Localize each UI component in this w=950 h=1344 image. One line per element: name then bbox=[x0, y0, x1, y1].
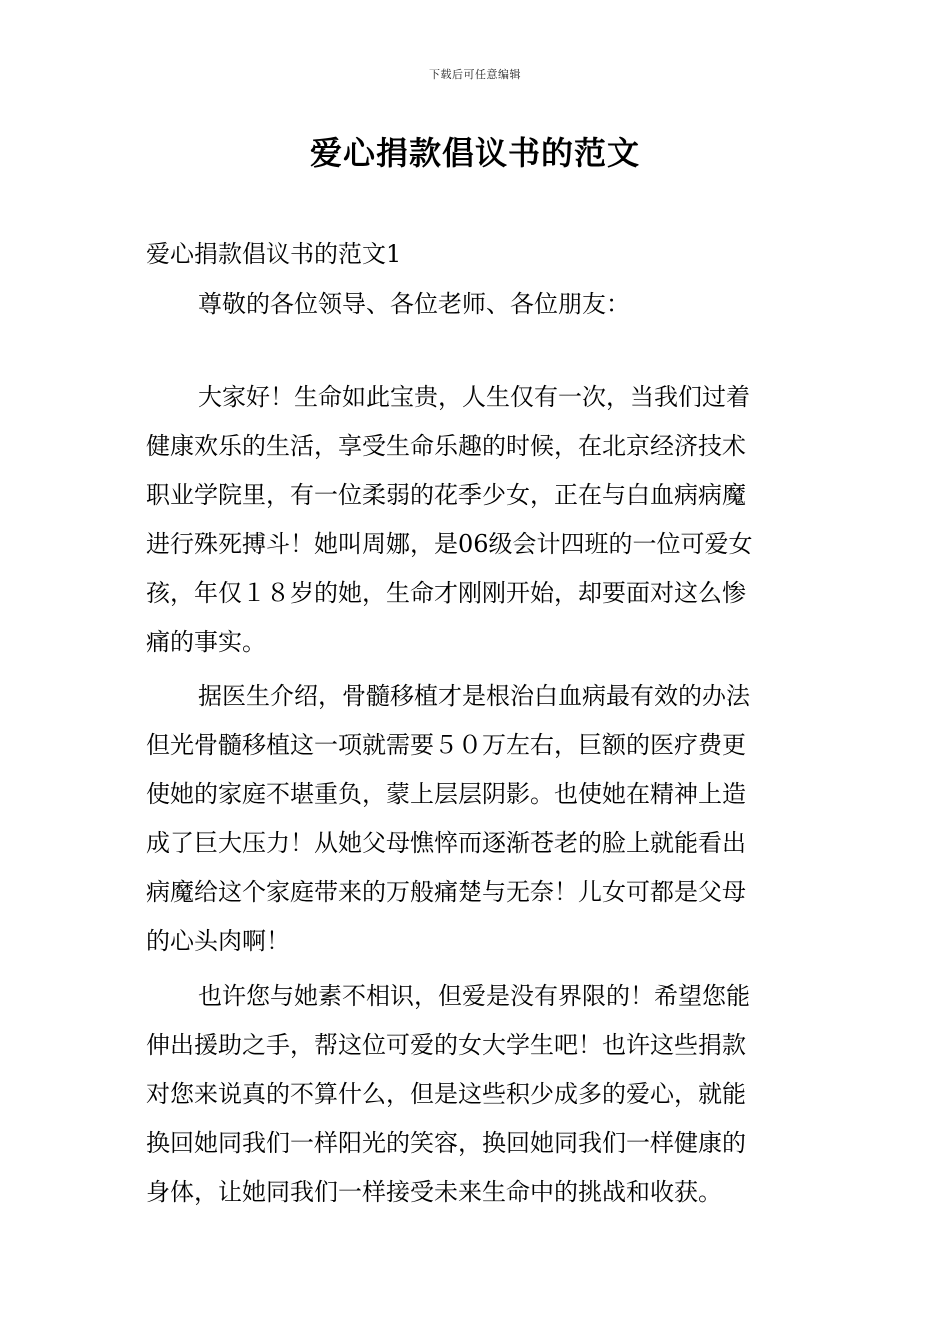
paragraph-line: 成了巨大压力！从她父母憔悴而逐渐苍老的脸上就能看出 bbox=[146, 829, 746, 857]
paragraph-line: 的心头肉啊！ bbox=[146, 927, 290, 955]
section-subheading: 爱心捐款倡议书的范文1 bbox=[146, 240, 402, 268]
paragraph-line: 换回她同我们一样阳光的笑容，换回她同我们一样健康的 bbox=[146, 1129, 746, 1157]
paragraph-line: 职业学院里，有一位柔弱的花季少女，正在与白血病病魔 bbox=[146, 481, 746, 509]
paragraph-line: 伸出援助之手，帮这位可爱的女大学生吧！也许这些捐款 bbox=[146, 1031, 746, 1059]
paragraph-line: 但光骨髓移植这一项就需要５０万左右，巨额的医疗费更 bbox=[146, 731, 746, 759]
paragraph-line: 痛的事实。 bbox=[146, 628, 266, 656]
paragraph-line: 使她的家庭不堪重负，蒙上层层阴影。也使她在精神上造 bbox=[146, 780, 746, 808]
paragraph-line: 进行殊死搏斗！她叫周娜，是06级会计四班的一位可爱女 bbox=[146, 530, 753, 558]
paragraph-line: 据医生介绍，骨髓移植才是根治白血病最有效的办法 bbox=[198, 682, 750, 710]
header-note: 下载后可任意编辑 bbox=[429, 68, 521, 81]
paragraph-line: 身体，让她同我们一样接受未来生命中的挑战和收获。 bbox=[146, 1178, 722, 1206]
salutation: 尊敬的各位领导、各位老师、各位朋友： bbox=[198, 290, 630, 318]
paragraph-line: 孩，年仅１８岁的她，生命才刚刚开始，却要面对这么惨 bbox=[146, 579, 746, 607]
paragraph-1 bbox=[146, 373, 806, 667]
paragraph-line: 大家好！生命如此宝贵，人生仅有一次，当我们过着 bbox=[198, 383, 750, 411]
paragraph-line: 健康欢乐的生活，享受生命乐趣的时候，在北京经济技术 bbox=[146, 432, 746, 460]
paragraph-3 bbox=[146, 972, 806, 1217]
paragraph-line: 病魔给这个家庭带来的万般痛楚与无奈！儿女可都是父母 bbox=[146, 878, 746, 906]
paragraph-2 bbox=[146, 672, 806, 966]
paragraph-line: 也许您与她素不相识，但爱是没有界限的！希望您能 bbox=[198, 982, 750, 1010]
paragraph-line: 对您来说真的不算什么，但是这些积少成多的爱心，就能 bbox=[146, 1080, 746, 1108]
document-title: 爱心捐款倡议书的范文 bbox=[309, 134, 640, 172]
